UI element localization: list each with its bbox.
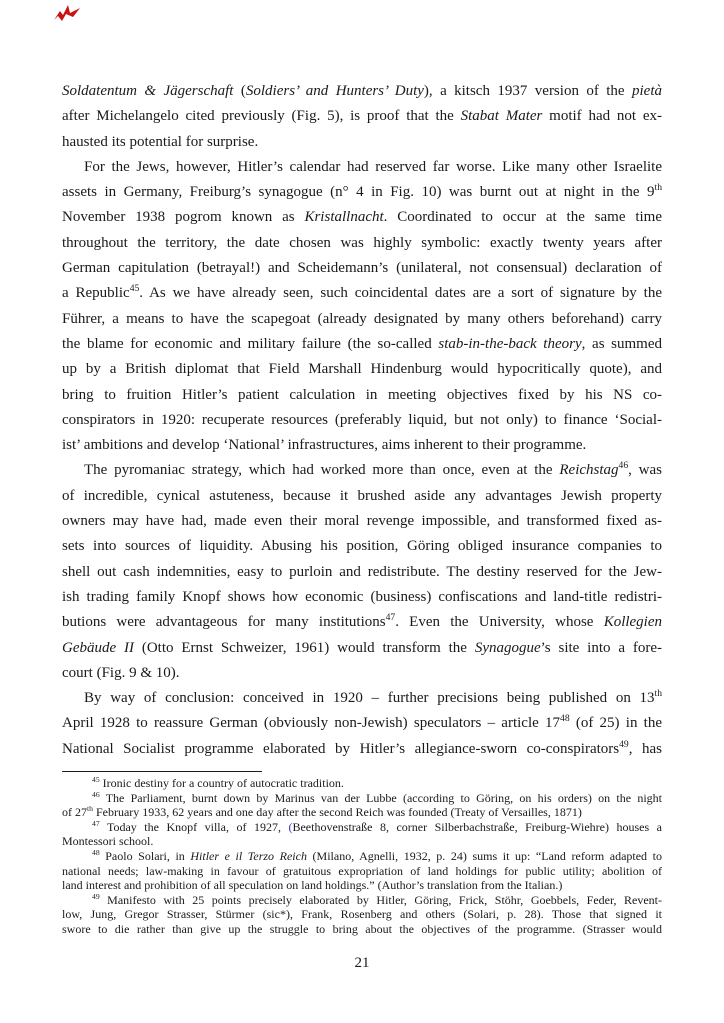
footnote-separator [62,771,262,772]
text-segment: swore to die rather than give up the struggle to bring about the objectives of the programme. (Strasser would [62,921,662,936]
text-segment: For the Jews, however, Hitler’s calendar had reserved far worse. Like many other Israelite [84,158,662,175]
text-segment: (Milano, Agnelli, 1932, p. 24) sums it up: “Land reform adapted to [306,848,662,863]
text-line [62,534,662,559]
footnote-48 [62,849,662,893]
text-segment: hausted its potential for surprise. [62,133,259,150]
text-segment: Gebäude II [62,639,134,656]
text-segment: stab-in-the-back theory [438,335,582,352]
red-stamp-icon [54,5,80,21]
text-line [62,878,662,893]
footnote-47 [62,820,662,849]
footnote-ref: 49 [619,738,629,750]
text-segment: land interest and prohibition of all speculation on land holdings.” (Author’s translation from the Italian.) [62,878,563,893]
text-segment: Montessori school. [62,834,154,849]
text-segment: Kollegien [603,614,663,631]
footnotes [62,776,662,937]
footnote-49 [62,893,662,937]
paragraph-pyromaniac [62,458,662,686]
text-line [62,834,662,849]
paragraph-conclusion [62,686,662,762]
text-segment: February 1933, 62 years and one day after the second Reich was founded (Treaty of Versailles, 1871) [92,805,582,820]
text-segment: Reichstag [559,462,619,479]
text-segment: Hitler e il Terzo Reich [190,848,307,863]
footnote-ref: th [87,804,93,814]
text-line [62,610,662,635]
text-segment: butions were advantageous for many institutions [62,614,386,631]
text-segment: Stabat Mater [460,108,543,125]
text-segment: assets in Germany, Freiburg’s synagogue (n° 4 in Fig. 10) was burnt out at night in the 9 [62,184,655,201]
text-line [62,864,662,879]
text-segment: April 1928 to reassure German (obviously non-Jewish) speculators – article 17 [62,715,561,732]
footnote-ref: 46 [618,460,629,472]
text-segment: of incredible, cynical astuteness, because it brushed aside any advantages Jewish property [62,487,662,504]
link-fragment: ( [288,819,293,834]
footnote-ref: 45 [129,283,140,295]
text-line [62,776,662,791]
text-line [62,155,662,180]
text-line [62,893,662,908]
text-segment: Today the Knopf villa, of 1927, [99,819,289,834]
text-line [62,805,662,820]
text-line [62,636,662,661]
text-line [62,661,662,686]
text-segment: Beethovenstraße 8, corner Silberbachstraße, Freiburg-Wiehre) houses a [292,819,663,834]
text-line [62,560,662,585]
footnote-ref: th [654,182,662,194]
text-segment: pietà [632,83,662,99]
footnote-ref: 45 [92,775,100,784]
text-segment: , has [628,740,662,757]
text-line [62,281,662,306]
text-segment: motif had not ex- [542,108,662,125]
text-segment: court (Fig. 9 & 10). [62,664,180,681]
text-segment: ist’ ambitions and develop ‘National’ infrastructures, aims inherent to their programme. [62,437,587,454]
paragraph-soldatentum [62,79,662,155]
text-segment: Führer, a means to have the scapegoat (already designated by many others beforehand) carry [62,310,662,327]
text-segment: German capitulation (betrayal!) and Scheidemann’s (unilateral, not consensual) declaration of [62,260,662,277]
text-segment: Soldatentum & Jägerschaft [62,83,234,99]
text-segment: Soldiers’ and Hunters’ Duty [245,83,424,99]
footnote-ref: 47 [92,818,100,828]
text-segment: . As we have already seen, such coincidental dates are a sort of signature by the [139,285,662,302]
text-segment: Ironic destiny for a country of autocratic tradition. [99,776,344,790]
text-line [62,791,662,806]
text-line [62,849,662,864]
text-line [62,585,662,610]
text-segment: ish trading family Knopf shows how economic (business) confiscations and land-title redistri- [62,588,662,605]
text-line [62,484,662,509]
footnote-ref: 48 [560,713,570,725]
footnote-ref: th [654,688,662,700]
text-segment: shell out cash indemnities, easy to purloin and redistribute. The destiny reserved for the Jew- [62,563,662,580]
text-segment: Paolo Solari, in [99,848,191,863]
text-segment: , as summed [581,335,663,352]
text-line [62,711,662,736]
text-segment: Synagogue [474,639,541,656]
text-segment: . Even the University, whose [395,614,604,631]
text-segment: ’s site into a fore- [540,639,662,656]
footnote-ref: 46 [92,789,100,799]
text-line [62,433,662,458]
text-line [62,458,662,483]
text-line [62,256,662,281]
text-segment: The Parliament, burnt down by Marinus van der Lubbe (according to Göring, on his orders) on the night [99,790,662,805]
text-segment: after Michelangelo cited previously (Fig. 5), is proof that the [62,108,461,125]
text-segment: National Socialist programme elaborated by Hitler’s allegiance-sworn co-conspirators [62,740,620,757]
text-line [62,79,662,104]
body-text [62,79,662,762]
text-segment: sets into sources of liquidity. Abusing his position, Göring obliged insurance companies to [62,538,662,555]
text-segment: (Otto Ernst Schweizer, 1961) would transform the [133,639,475,656]
text-segment: The pyromaniac strategy, which had worked more than once, even at the [84,462,560,479]
text-segment: up by a British diplomat that Field Marshall Hindenburg would hypocritically quote), and [62,361,662,378]
text-line [62,180,662,205]
text-line [62,686,662,711]
text-segment: By way of conclusion: conceived in 1920 – further precisions being published on 13 [84,690,655,707]
text-segment: , was [628,462,662,479]
text-line [62,130,662,155]
text-segment: . Coordinated to occur at the same time [383,209,662,226]
text-line [62,205,662,230]
page-number: 21 [354,955,370,971]
text-line [62,922,662,937]
text-segment: owners may have had, made even their moral revenge impossible, and transformed fixed as- [62,513,662,530]
footnote-ref: 49 [92,891,100,901]
footnote-46 [62,791,662,820]
text-line [62,231,662,256]
text-line [62,307,662,332]
text-line [62,509,662,534]
text-segment: November 1938 pogrom known as [62,209,305,226]
text-segment: conspirators in 1920: recuperate resources (preferably liquid, but not only) to finance ‘Social- [62,411,662,428]
text-segment: bring to fruition Hitler’s patient calculation in meeting objectives fixed by his NS co- [62,386,662,403]
text-line [62,357,662,382]
footnote-ref: 47 [385,612,396,624]
text-segment: Kristallnacht [304,209,384,226]
paragraph-kristallnacht [62,155,662,459]
text-segment: national needs; law-making in favour of gratuitous expropriation of land holdings for public utility; abolition of [62,863,662,878]
text-line [62,907,662,922]
text-line [62,383,662,408]
text-segment: ), a kitsch 1937 version of the [423,83,632,99]
text-segment: of 27 [62,805,87,820]
text-segment: the blame for economic and military failure (the so-called [62,335,439,352]
text-line [62,737,662,762]
footnote-ref: 48 [92,847,100,857]
text-line [62,104,662,129]
text-line [62,332,662,357]
text-line [62,820,662,835]
text-segment: (of 25) in the [569,715,663,732]
text-segment: low, Jung, Gregor Strasser, Stürmer (sic*), Frank, Rosenberg and others (Solari, p. 28). Those that signed it [62,907,662,922]
text-line [62,408,662,433]
footnote-45 [62,776,662,791]
text-segment: Manifesto with 25 points precisely elaborated by Hitler, Göring, Frick, Stöhr, Goebbels, Feder, Revent- [99,892,662,907]
text-segment: ( [233,83,246,99]
text-segment: a Republic [62,285,130,302]
text-segment: throughout the territory, the date chosen was highly symbolic: exactly twenty years after [62,234,662,251]
